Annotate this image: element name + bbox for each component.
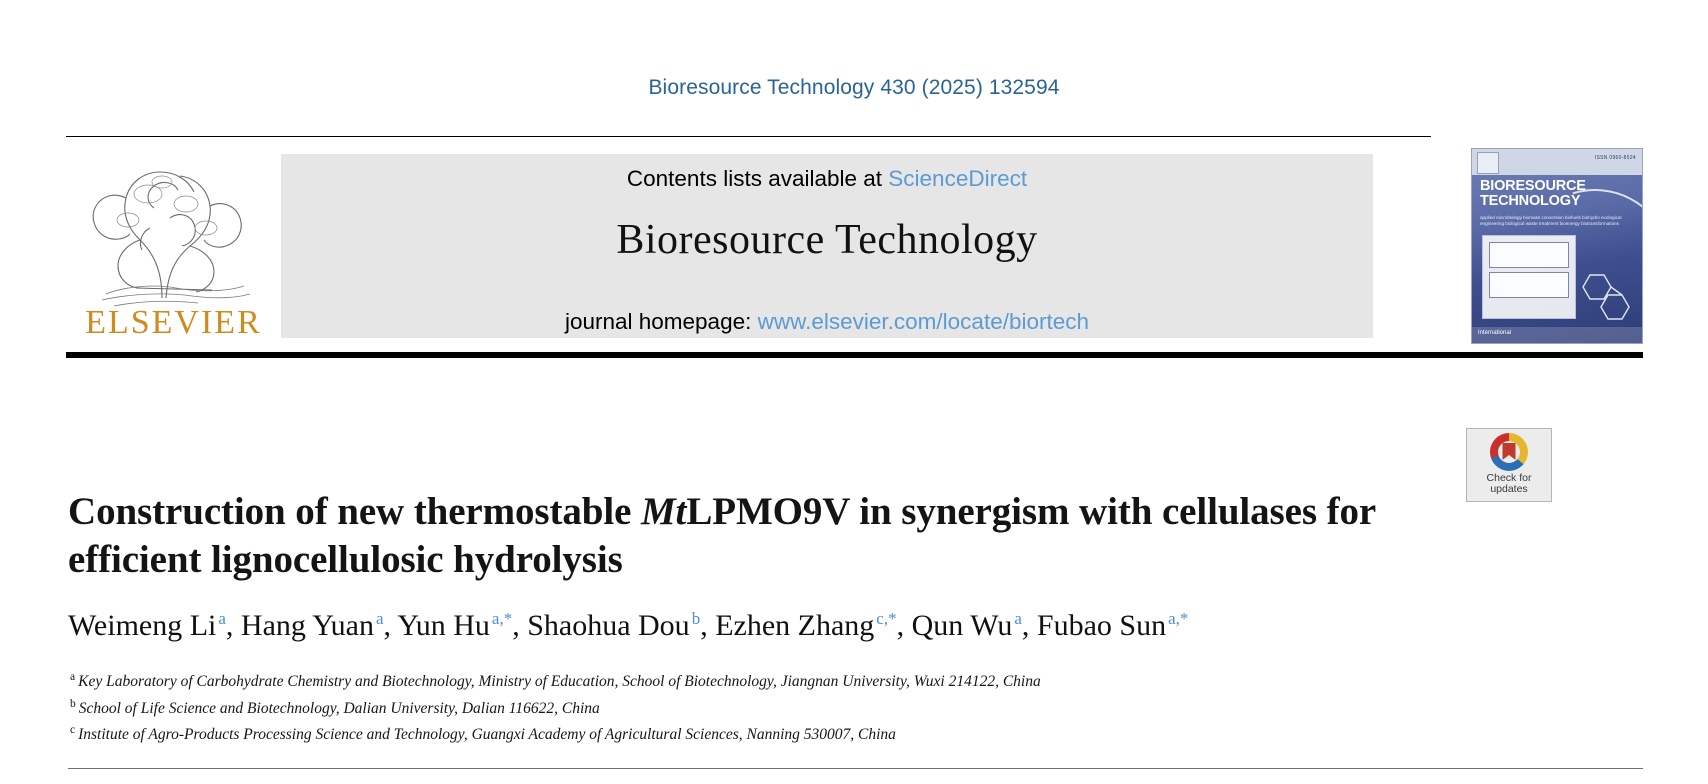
journal-band [281, 154, 1373, 338]
author-name: Ezhen Zhang [715, 609, 875, 642]
journal-homepage-link[interactable]: www.elsevier.com/locate/biortech [757, 309, 1090, 334]
author-name: Hang Yuan [240, 609, 374, 642]
running-head: Bioresource Technology 430 (2025) 132594 [648, 76, 1060, 99]
crossmark-label [1467, 473, 1551, 497]
sciencedirect-link[interactable]: ScienceDirect [888, 166, 1028, 191]
journal-title: Bioresource Technology [616, 217, 1038, 263]
author-name: Weimeng Li [68, 609, 217, 642]
cover-title: BIORESOURCE TECHNOLOGY [1480, 178, 1586, 209]
elsevier-wordmark: ELSEVIER [85, 304, 262, 341]
author-item[interactable] [241, 609, 384, 642]
article-title-part1: Construction of new thermostable [68, 490, 641, 534]
affiliation-marker: a [70, 671, 76, 683]
author-affil-marker: a [218, 609, 226, 628]
elsevier-logo [66, 148, 281, 348]
contents-list-line [281, 166, 1373, 192]
section-divider [68, 768, 1643, 769]
author-affil-marker: a [1014, 609, 1022, 628]
affiliation-marker: b [70, 697, 76, 710]
affiliation-list [70, 668, 1470, 748]
journal-masthead [66, 136, 1643, 358]
contents-prefix: Contents lists available at [626, 166, 889, 191]
author-name: Fubao Sun [1036, 609, 1167, 642]
author-affil-marker: a,* [491, 609, 513, 628]
journal-homepage-line [281, 309, 1373, 335]
cover-elsevier-mark [1477, 152, 1499, 174]
crossmark-badge[interactable] [1466, 428, 1552, 502]
homepage-prefix: journal homepage: [564, 309, 758, 334]
author-list: Weimeng Li $^a$, Hang Yuan $^a$, Yun Hu $^{a,*}$, Shaohua Dou $^b$, Ezhen Zhang $^{c,*}$, Qun Wu $^a$, Fubao Sun $^{a,*}$ [68, 609, 1189, 642]
cover-header-bar [1472, 149, 1642, 175]
affiliation-item [70, 695, 1470, 722]
author-affil-marker: b [691, 609, 701, 628]
masthead-bottom-rule [66, 352, 1643, 358]
journal-cover-image [1471, 148, 1643, 344]
author-item[interactable] [527, 609, 700, 642]
affiliation-text: Key Laboratory of Carbohydrate Chemistry and Biotechnology, Ministry of Education, School of Biotechnology, Jiangnan University, Wuxi 214122, China [78, 673, 1041, 691]
crossmark-line2: updates [1490, 483, 1528, 496]
crossmark-icon [1490, 433, 1528, 471]
author-item[interactable] [397, 609, 512, 642]
affiliation-marker: c [70, 724, 76, 737]
author-name: Yun Hu [397, 609, 490, 642]
author-item[interactable] [715, 609, 896, 642]
author-item[interactable] [1037, 609, 1188, 642]
cover-issn: ISSN 0960-8524 [1594, 155, 1636, 161]
author-name: Qun Wu [911, 609, 1013, 642]
masthead-top-rule [66, 136, 1431, 137]
author-name: Shaohua Dou [527, 609, 690, 642]
article-title-italic: Mt [640, 490, 687, 534]
crossmark-line1: Check for [1486, 471, 1532, 484]
affiliation-text: School of Life Science and Biotechnology, Dalian University, Dalian 116622, China [78, 699, 600, 717]
article-title [68, 488, 1428, 584]
affiliation-text: Institute of Agro-Products Processing Science and Technology, Guangxi Academy of Agricultural Sciences, Nanning 530007, China [78, 726, 896, 744]
cover-subtitle: applied microbiology biomass conversion biofuels biohydro ecological engineering biological waste treatment bioenergy biotransformations [1480, 215, 1622, 227]
author-item[interactable] [68, 609, 226, 642]
article-title-part2: LPMO9V in synergism with cellulases for efficient lignocellulosic hydrolysis [68, 490, 1376, 582]
author-item[interactable] [912, 609, 1022, 642]
author-affil-marker: c,* [876, 609, 897, 628]
author-affil-marker: a [375, 609, 384, 628]
cover-footer-bar [1472, 327, 1642, 343]
affiliation-item [70, 668, 1470, 695]
cover-footer-text: International [1478, 330, 1512, 336]
author-affil-marker: a,* [1168, 609, 1189, 628]
affiliation-item [70, 721, 1470, 748]
